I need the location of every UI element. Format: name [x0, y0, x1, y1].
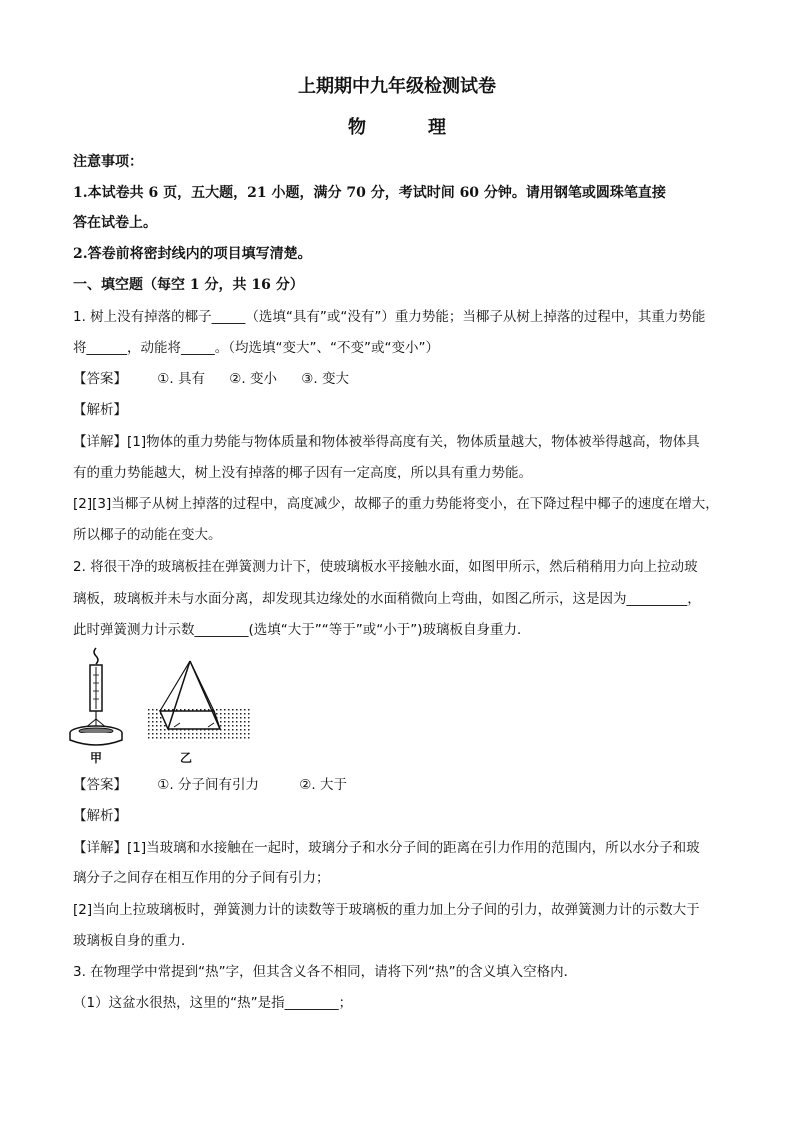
answer-item: ①. 分子间有引力	[157, 777, 259, 793]
q2-detail-line4: 玻璃板自身的重力．	[73, 933, 195, 949]
glass-plate-diagram	[146, 661, 250, 740]
q2-line3: 此时弹簧测力计示数________(选填“大于”“等于”或“小于”)玻璃板自身重力．	[73, 622, 531, 638]
answer-item: ③. 变大	[301, 371, 349, 387]
q1-detail-line4: 所以椰子的动能在变大。	[73, 527, 222, 543]
q1-analysis-tag: 【解析】	[73, 402, 127, 418]
notice-item1-line1: 1.本试卷共 6 页，五大题，21 小题，满分 70 分，考试时间 60 分钟。请用钢笔或圆珠笔直接	[73, 185, 666, 201]
q3-line1: 3. 在物理学中常提到“热”字，但其含义各不相同，请将下列“热”的含义填入空格内．	[73, 964, 578, 980]
exam-title: 上期期中九年级检测试卷	[298, 76, 496, 97]
q2-figure	[68, 645, 253, 763]
q2-figure-drawing	[68, 645, 253, 750]
section1-heading: 一、填空题（每空 1 分，共 16 分）	[73, 277, 304, 293]
q1-detail-line2: 有的重力势能越大，树上没有掉落的椰子因有一定高度，所以具有重力势能。	[73, 465, 532, 481]
q2-analysis-tag: 【解析】	[73, 808, 127, 824]
figure-label-b: 乙	[180, 751, 193, 765]
q2-line1: 2. 将很干净的玻璃板挂在弹簧测力计下，使玻璃板水平接触水面，如图甲所示，然后稍稍用力向上拉动玻	[73, 559, 698, 575]
q1-line2: 将______，动能将_____。（均选填“变大”、“不变”或“变小”）	[73, 340, 439, 356]
figure-label-a: 甲	[90, 751, 103, 765]
q2-detail-line3: [2]当向上拉玻璃板时，弹簧测力计的读数等于玻璃板的重力加上分子间的引力，故弹簧测力计的示数大于	[73, 902, 700, 918]
q2-detail-line2: 璃分子之间存在相互作用的分子间有引力；	[73, 870, 330, 886]
notice-heading: 注意事项：	[73, 154, 143, 170]
q1-answer-row	[73, 369, 369, 389]
notice-item2: 2.答卷前将密封线内的项目填写清楚。	[73, 246, 312, 262]
answer-item: ②. 大于	[299, 777, 347, 793]
q1-detail-line1: 【详解】[1]物体的重力势能与物体质量和物体被举得高度有关，物体质量越大，物体被举得越高，物体具	[73, 434, 700, 450]
subject-title: 物 理	[348, 117, 468, 138]
q2-line2: 璃板，玻璃板并未与水面分离，却发现其边缘处的水面稍微向上弯曲，如图乙所示，这是因为_________，	[73, 591, 701, 607]
q1-detail-line3: [2][3]当椰子从树上掉落的过程中，高度减少，故椰子的重力势能将变小，在下降过程中椰子的速度在增大，	[73, 496, 719, 512]
answer-tag: 【答案】	[73, 777, 127, 793]
answer-tag: 【答案】	[73, 371, 127, 387]
q2-answer-row	[73, 775, 367, 795]
answer-item: ①. 具有	[157, 371, 205, 387]
notice-item1-line2: 答在试卷上。	[73, 215, 157, 231]
q3-line2: （1）这盆水很热，这里的“热”是指________；	[73, 995, 353, 1011]
q2-detail-line1: 【详解】[1]当玻璃和水接触在一起时，玻璃分子和水分子间的距离在引力作用的范围内，所以水分子和玻	[73, 840, 700, 856]
spring-scale-apparatus	[70, 648, 122, 745]
answer-item: ②. 变小	[229, 371, 277, 387]
q1-line1: 1. 树上没有掉落的椰子_____（选填“具有”或“没有”）重力势能；当椰子从树上掉落的过程中，其重力势能	[73, 309, 706, 325]
